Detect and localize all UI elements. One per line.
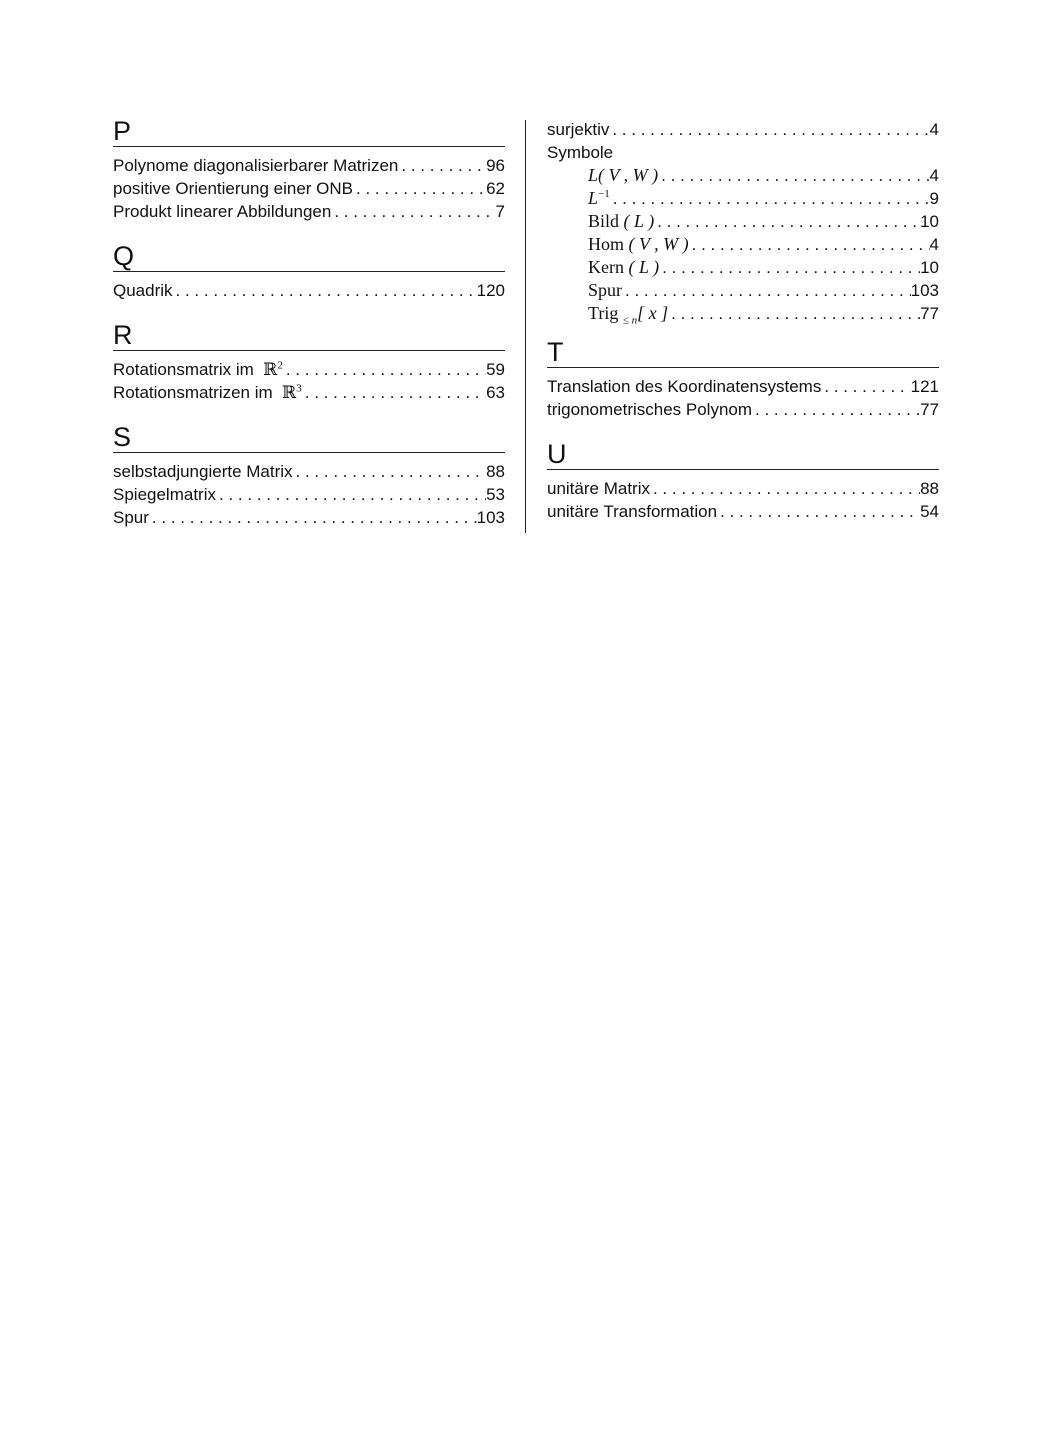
entry-page: 4 — [929, 235, 939, 254]
section-letter: P — [113, 118, 505, 147]
index-entry — [547, 118, 939, 141]
leader-dots — [650, 477, 920, 500]
entry-term — [113, 358, 283, 381]
entry-page: 59 — [486, 360, 505, 379]
leader-dots — [717, 500, 920, 523]
symbol-args: [ x ] — [637, 303, 669, 323]
index-subentry — [547, 256, 939, 279]
index-section-t — [547, 339, 939, 421]
entry-term-text: Rotationsmatrix im — [113, 360, 254, 379]
symbol-term — [588, 187, 610, 210]
symbol-term — [588, 256, 659, 279]
entry-page: 77 — [920, 304, 939, 323]
index-entry — [547, 477, 939, 500]
symbol-term — [588, 279, 622, 302]
index-section-s — [113, 424, 505, 529]
entry-term: surjektiv — [547, 120, 610, 139]
math-symbol: ℝ — [282, 383, 297, 402]
entry-term: Translation des Koordinatensystems — [547, 377, 822, 396]
leader-dots — [302, 381, 486, 404]
entry-term: positive Orientierung einer ONB — [113, 179, 354, 198]
section-letter: Q — [113, 243, 505, 272]
index-entry — [113, 200, 505, 223]
section-letter: S — [113, 424, 505, 453]
entry-page: 121 — [910, 377, 939, 396]
symbol-args: ( L ) — [628, 257, 660, 277]
index-section-s-continued — [547, 118, 939, 325]
leader-dots — [610, 187, 930, 210]
leader-dots — [622, 279, 911, 302]
section-letter: U — [547, 441, 939, 470]
leader-dots — [283, 358, 486, 381]
leader-dots — [149, 506, 477, 529]
index-subentry — [547, 164, 939, 187]
entry-page: 10 — [920, 258, 939, 277]
entry-page: 96 — [486, 156, 505, 175]
symbol-name: Bild — [588, 211, 620, 231]
symbol-name: Trig — [588, 303, 619, 323]
index-subentry — [547, 302, 939, 325]
entry-page: 120 — [476, 281, 505, 300]
leader-dots — [293, 460, 487, 483]
entry-term: Quadrik — [113, 281, 173, 300]
entry-term: Polynome diagonalisierbarer Matrizen — [113, 156, 399, 175]
entry-page: 77 — [920, 400, 939, 419]
symbol-term — [588, 233, 689, 256]
index-entry — [113, 506, 505, 529]
index-section-p — [113, 118, 505, 223]
index-entry — [113, 381, 505, 404]
section-letter: R — [113, 322, 505, 351]
index-subentry — [547, 233, 939, 256]
leader-dots — [216, 483, 486, 506]
entry-page: 10 — [920, 212, 939, 231]
leader-dots — [654, 210, 920, 233]
index-entry — [113, 483, 505, 506]
index-column-left — [113, 118, 505, 549]
entry-term — [113, 381, 302, 404]
symbol-term — [588, 164, 658, 187]
index-entry — [113, 154, 505, 177]
index-subentry — [547, 187, 939, 210]
leader-dots — [668, 302, 920, 325]
index-section-u — [547, 441, 939, 523]
symbol-name: L — [588, 188, 599, 208]
symbol-name: Hom — [588, 234, 624, 254]
index-entry — [547, 500, 939, 523]
entry-term: unitäre Transformation — [547, 502, 718, 521]
index-entry — [547, 398, 939, 421]
index-subentry — [547, 279, 939, 302]
math-symbol: ℝ — [263, 360, 278, 379]
entry-term: Produkt linearer Abbildungen — [113, 202, 332, 221]
symbol-args: ( L ) — [623, 211, 655, 231]
entry-term: unitäre Matrix — [547, 479, 650, 498]
entry-page: 4 — [929, 120, 939, 139]
index-section-q — [113, 243, 505, 302]
symbol-superscript: −1 — [598, 188, 610, 200]
entry-page: 9 — [929, 189, 939, 208]
index-column-right — [547, 118, 939, 543]
entry-page: 88 — [486, 462, 505, 481]
symbol-name: Spur — [588, 280, 623, 300]
entry-page: 7 — [495, 202, 505, 221]
section-letter: T — [547, 339, 939, 368]
symbol-subscript: ≤ n — [622, 314, 638, 327]
index-subentry — [547, 210, 939, 233]
leader-dots — [689, 233, 930, 256]
leader-dots — [752, 398, 920, 421]
leader-dots — [658, 164, 929, 187]
entry-page: 53 — [486, 485, 505, 504]
symbol-term — [588, 210, 654, 233]
entry-page: 62 — [486, 179, 505, 198]
column-divider — [525, 120, 526, 533]
entry-page: 103 — [476, 508, 505, 527]
entry-page: 63 — [486, 383, 505, 402]
index-section-r — [113, 322, 505, 404]
leader-dots — [331, 200, 495, 223]
symbol-args: ( V , W ) — [628, 234, 689, 254]
leader-dots — [353, 177, 486, 200]
entry-term: Spur — [113, 508, 149, 527]
leader-dots — [659, 256, 920, 279]
leader-dots — [173, 279, 477, 302]
math-superscript: 2 — [277, 359, 283, 372]
entry-term: trigonometrisches Polynom — [547, 400, 753, 419]
index-entry — [113, 358, 505, 381]
entry-group-label: Symbole — [547, 143, 614, 162]
leader-dots — [821, 375, 910, 398]
entry-page: 103 — [910, 281, 939, 300]
leader-dots — [609, 118, 929, 141]
index-entry — [113, 279, 505, 302]
symbol-term — [588, 302, 668, 325]
entry-term: selbstadjungierte Matrix — [113, 462, 293, 481]
index-entry — [113, 460, 505, 483]
entry-page: 4 — [929, 166, 939, 185]
symbol-name: Kern — [588, 257, 624, 277]
index-entry — [113, 177, 505, 200]
index-entry — [547, 375, 939, 398]
math-superscript: 3 — [296, 382, 302, 395]
symbol-args: ( V , W ) — [598, 165, 659, 185]
leader-dots — [398, 154, 486, 177]
entry-page: 88 — [920, 479, 939, 498]
entry-term: Spiegelmatrix — [113, 485, 216, 504]
entry-term-text: Rotationsmatrizen im — [113, 383, 273, 402]
entry-page: 54 — [920, 502, 939, 521]
symbol-name: L — [588, 165, 599, 185]
